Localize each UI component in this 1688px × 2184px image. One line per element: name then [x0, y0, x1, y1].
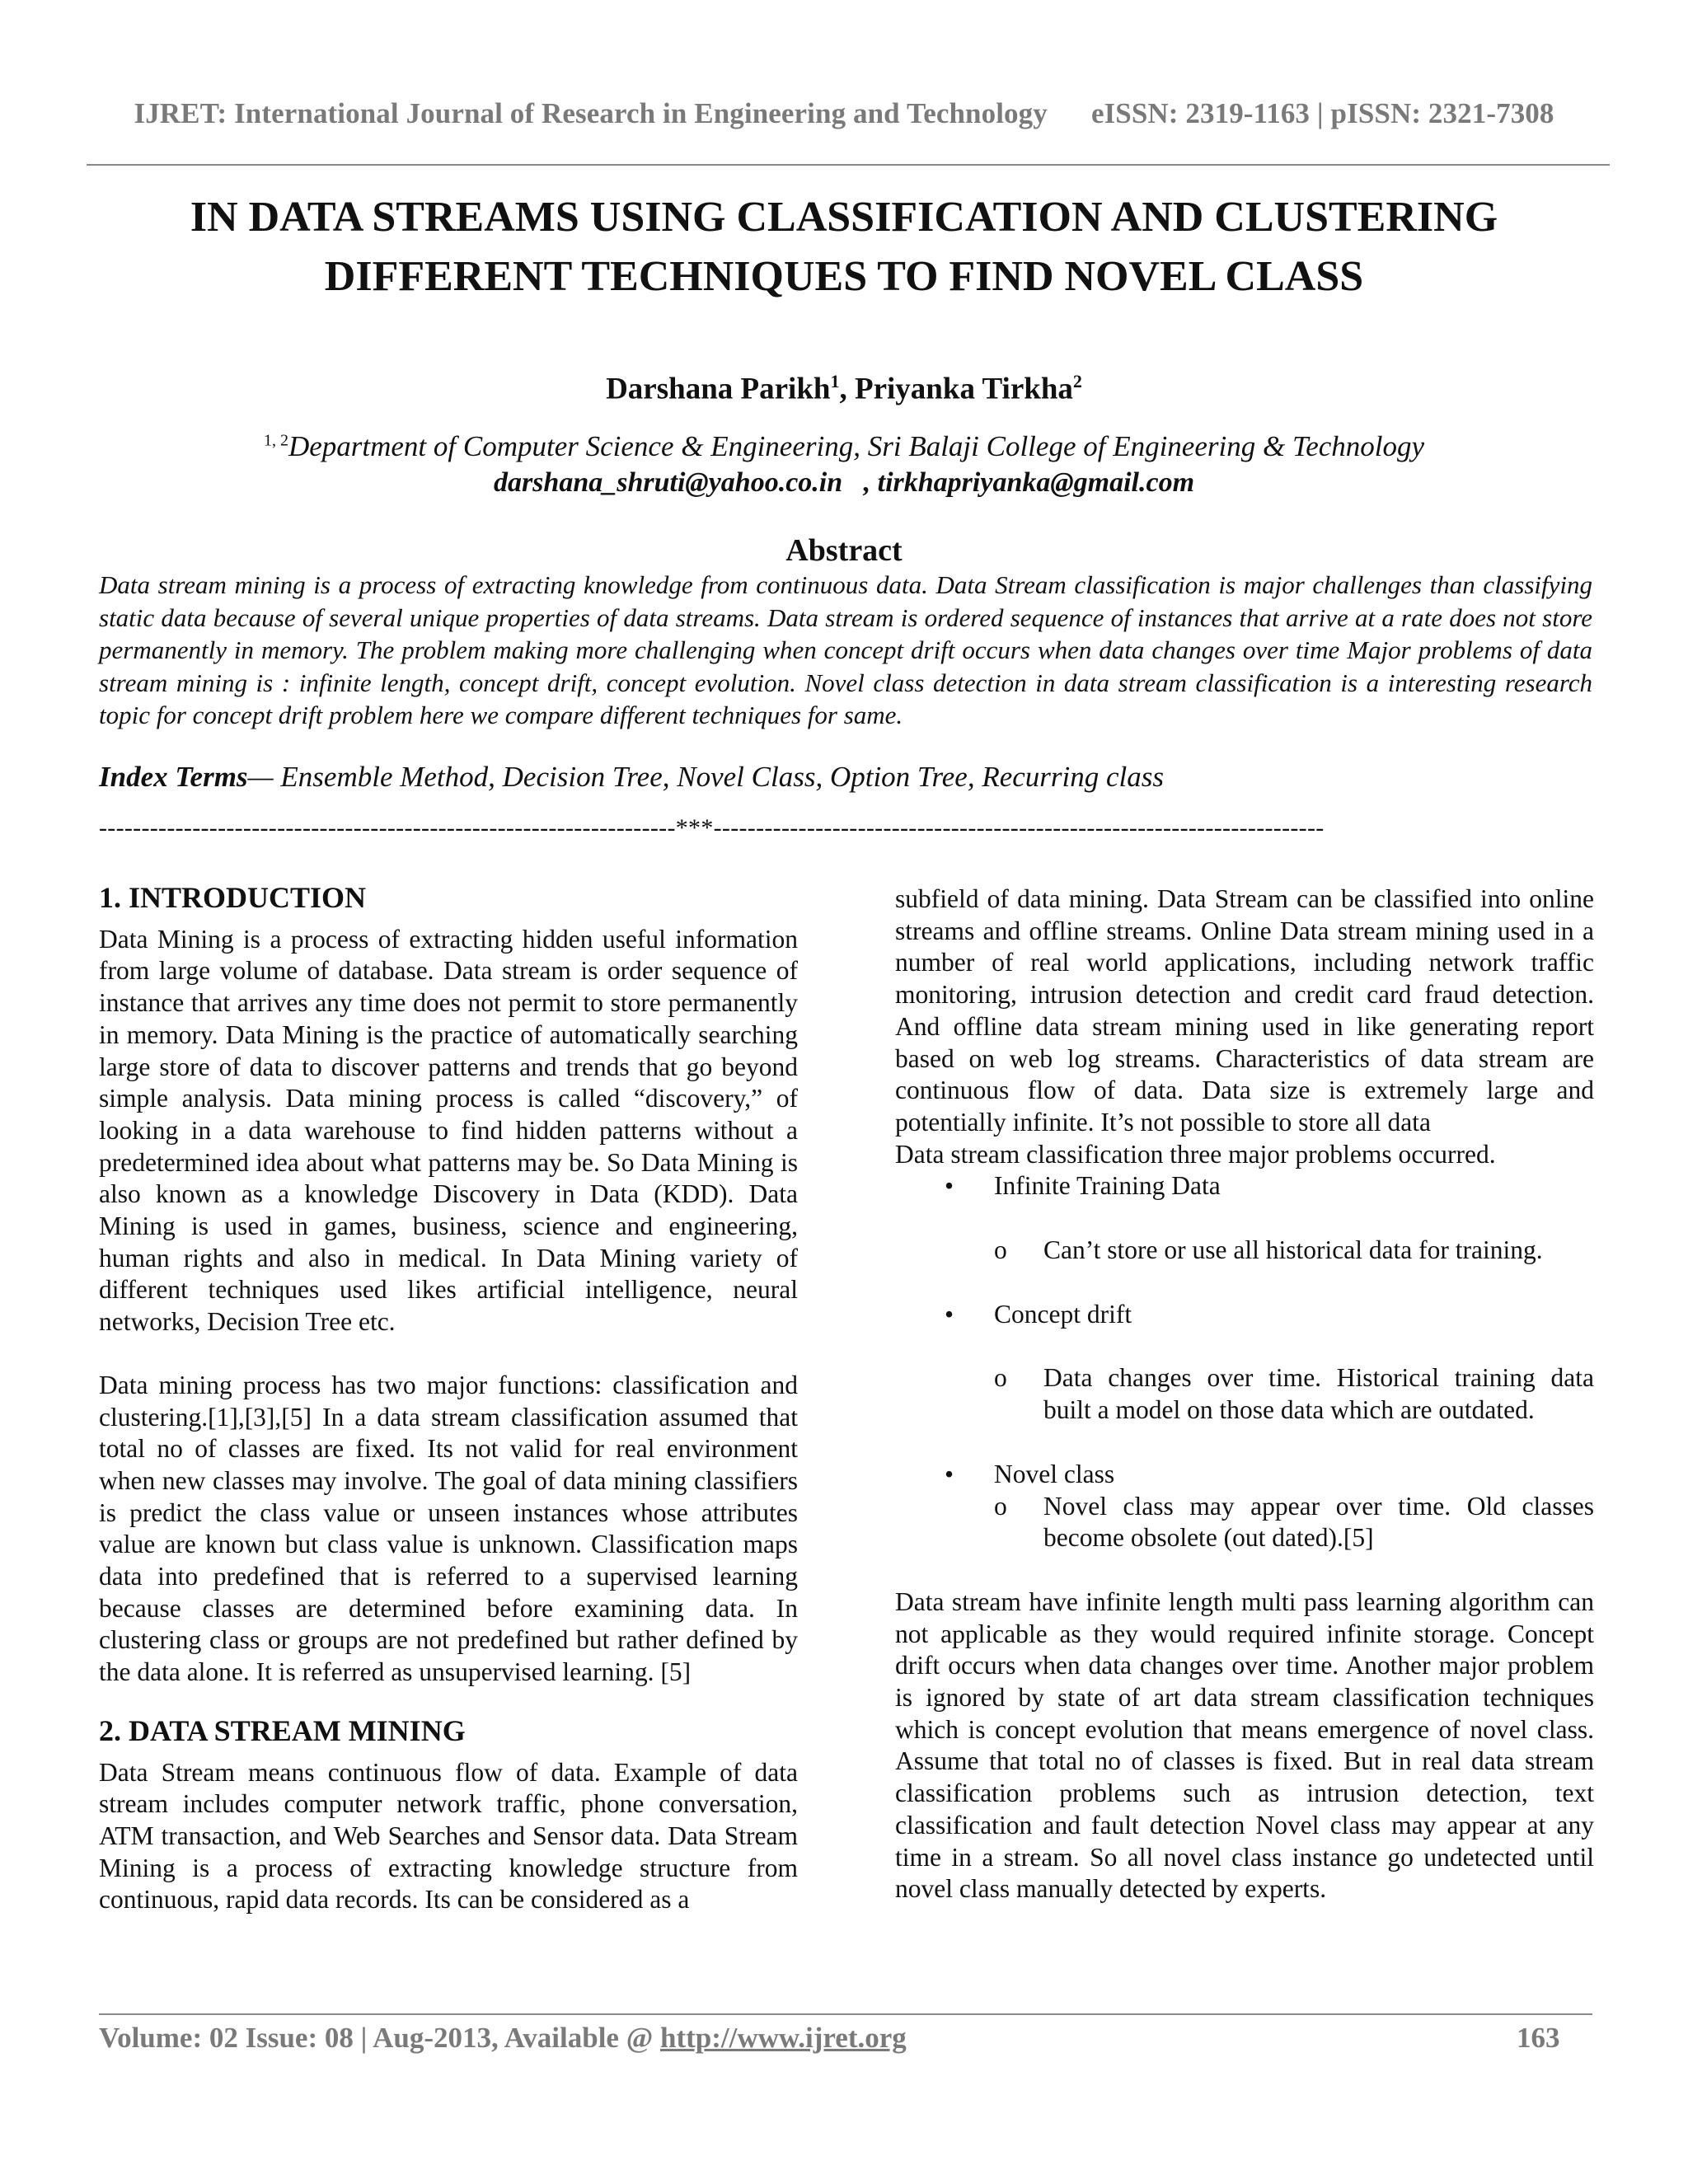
- sub-bullet-item-2: [895, 1362, 1594, 1426]
- bullet-label: Infinite Training Data: [994, 1171, 1221, 1201]
- intro-paragraph-2: Data mining process has two major functions: classification and clustering.[1],[3],[5] In a data stream classification assumed that total no of classes are fixed. Its not valid for real environment when new classes may involve. The goal of data mining classifiers is predict the class value or unseen instances whose attributes value are known but class value is unknown. Classification maps data into predefined that is referred to a supervised learning because classes are determined before examining data. In clustering class or groups are not predefined but rather defined by the data alone. It is referred as unsupervised learning. [5]: [99, 1370, 798, 1687]
- sub-bullet-text: Can’t store or use all historical data for training.: [1043, 1235, 1543, 1265]
- affiliation-sup: 1, 2: [263, 431, 288, 450]
- author-2: Priyanka Tirkha: [854, 372, 1073, 406]
- stream-paragraph-2: Data stream have infinite length multi pass learning algorithm can not applicable as they would required infinite storage. Concept drift occurs when data changes over time. Another major problem is ignored by state of art data stream classification techniques which is concept evolution that means emergence of novel class. Assume that total no of classes is fixed. But in real data stream classification problems such as intrusion detection, text classification and fault detection Novel class may appear at any time in a stream. So all novel class instance go undetected until novel class manually detected by experts.: [895, 1586, 1594, 1904]
- section-1-heading: 1. INTRODUCTION: [99, 881, 367, 914]
- section-2-heading: 2. DATA STREAM MINING: [99, 1713, 466, 1747]
- author-1-sup: 1: [830, 371, 840, 391]
- stream-paragraph-1: Data Stream means continuous flow of data. Example of data stream includes computer network traffic, phone conversation, ATM transaction, and Web Searches and Sensor data. Data Stream Mining is a process of extracting knowledge structure from continuous, rapid data records. Its can be considered as a: [99, 1757, 798, 1915]
- issn: eISSN: 2319-1163 | pISSN: 2321-7308: [1090, 97, 1554, 129]
- left-column: [99, 882, 798, 1916]
- affiliation-text: Department of Computer Science & Engineering, Sri Balaji College of Engineering & Technology: [288, 430, 1425, 462]
- abstract-body: Data stream mining is a process of extracting knowledge from continuous data. Data Stream classification is major challenges than classifying static data because of several unique properties of data streams. Data stream is ordered sequence of instances that arrive at a rate does not store permanently in memory. The problem making more challenging when concept drift occurs when data changes over time Major problems of data stream mining is : infinite length, concept drift, concept evolution. Novel class detection in data stream classification is a interesting research topic for concept drift problem here we compare different techniques for same.: [99, 570, 1592, 729]
- author-1: Darshana Parikh: [606, 372, 831, 406]
- footer-rule: [99, 2013, 1592, 2015]
- index-terms-text: Ensemble Method, Decision Tree, Novel Class, Option Tree, Recurring class: [280, 761, 1165, 793]
- title-line-2: DIFFERENT TECHNIQUES TO FIND NOVEL CLASS: [324, 253, 1364, 300]
- author-emails: darshana_shruti@yahoo.co.in , tirkhapriyanka@gmail.com: [493, 467, 1195, 498]
- title-line-1: IN DATA STREAMS USING CLASSIFICATION AND CLUSTERING: [190, 194, 1498, 241]
- index-terms: [99, 761, 1164, 794]
- stream-paragraph-1-continued: subfield of data mining. Data Stream can be classified into online streams and offline streams. Online Data stream mining used in a number of real world applications, including network traffic monitoring, intrusion detection and credit card fraud detection. And offline data stream mining used in like generating report based on web log streams. Characteristics of data stream are continuous flow of data. Data size is extremely large and potentially infinite. It’s not possible to store all data: [895, 884, 1594, 1137]
- author-separator: ,: [839, 372, 855, 406]
- authors: [0, 371, 1688, 406]
- journal-name: IJRET: International Journal of Research in Engineering and Technology: [134, 97, 1048, 129]
- sub-bullet-icon: o: [994, 1491, 1007, 1521]
- right-column: [895, 883, 1594, 1905]
- sub-bullet-item-3: [895, 1491, 1594, 1554]
- journal-link[interactable]: http://www.ijret.org: [660, 2022, 907, 2054]
- stream-paragraph-1-last-line: Data stream classification three major problems occurred.: [895, 1139, 1496, 1169]
- running-header: [0, 97, 1688, 130]
- sub-bullet-text: Novel class may appear over time. Old classes become obsolete (out dated).[5]: [1043, 1491, 1594, 1553]
- bullet-item-3: [895, 1459, 1594, 1491]
- bullet-label: Concept drift: [994, 1299, 1132, 1329]
- bullet-item-1: [895, 1170, 1594, 1202]
- bullet-item-2: [895, 1299, 1594, 1331]
- sub-bullet-icon: o: [994, 1235, 1007, 1265]
- affiliation: [0, 430, 1688, 463]
- footer: [99, 2022, 907, 2055]
- author-2-sup: 2: [1072, 371, 1082, 391]
- bullet-icon: •: [945, 1299, 954, 1329]
- section-separator: --------------------------------------------------------------------***------------------------------------------------------------------------: [99, 814, 1325, 841]
- footer-text: Volume: 02 Issue: 08 | Aug-2013, Available @: [99, 2022, 661, 2054]
- page-number: 163: [1517, 2022, 1560, 2054]
- bullet-label: Novel class: [994, 1459, 1115, 1488]
- index-terms-label: Index Terms: [99, 761, 248, 793]
- paper-title: [0, 188, 1688, 307]
- bullet-icon: •: [945, 1459, 954, 1488]
- index-terms-dash: —: [247, 761, 281, 793]
- sub-bullet-icon: o: [994, 1363, 1007, 1393]
- abstract-heading: Abstract: [785, 533, 903, 568]
- header-rule: [87, 164, 1610, 166]
- sub-bullet-text: Data changes over time. Historical training data built a model on those data which are outdated.: [1043, 1363, 1594, 1425]
- bullet-icon: •: [945, 1171, 954, 1201]
- sub-bullet-item-1: [895, 1235, 1594, 1267]
- intro-paragraph-1: Data Mining is a process of extracting hidden useful information from large volume of database. Data stream is order sequence of instance that arrives any time does not permit to store permanently in memory. Data Mining is the practice of automatically searching large store of data to discover patterns and trends that go beyond simple analysis. Data mining process is called “discovery,” of looking in a data warehouse to find hidden patterns without a predetermined idea about what patterns may be. So Data Mining is also known as a knowledge Discovery in Data (KDD). Data Mining is used in games, business, science and engineering, human rights and also in medical. In Data Mining variety of different techniques used likes artificial intelligence, neural networks, Decision Tree etc.: [99, 924, 798, 1337]
